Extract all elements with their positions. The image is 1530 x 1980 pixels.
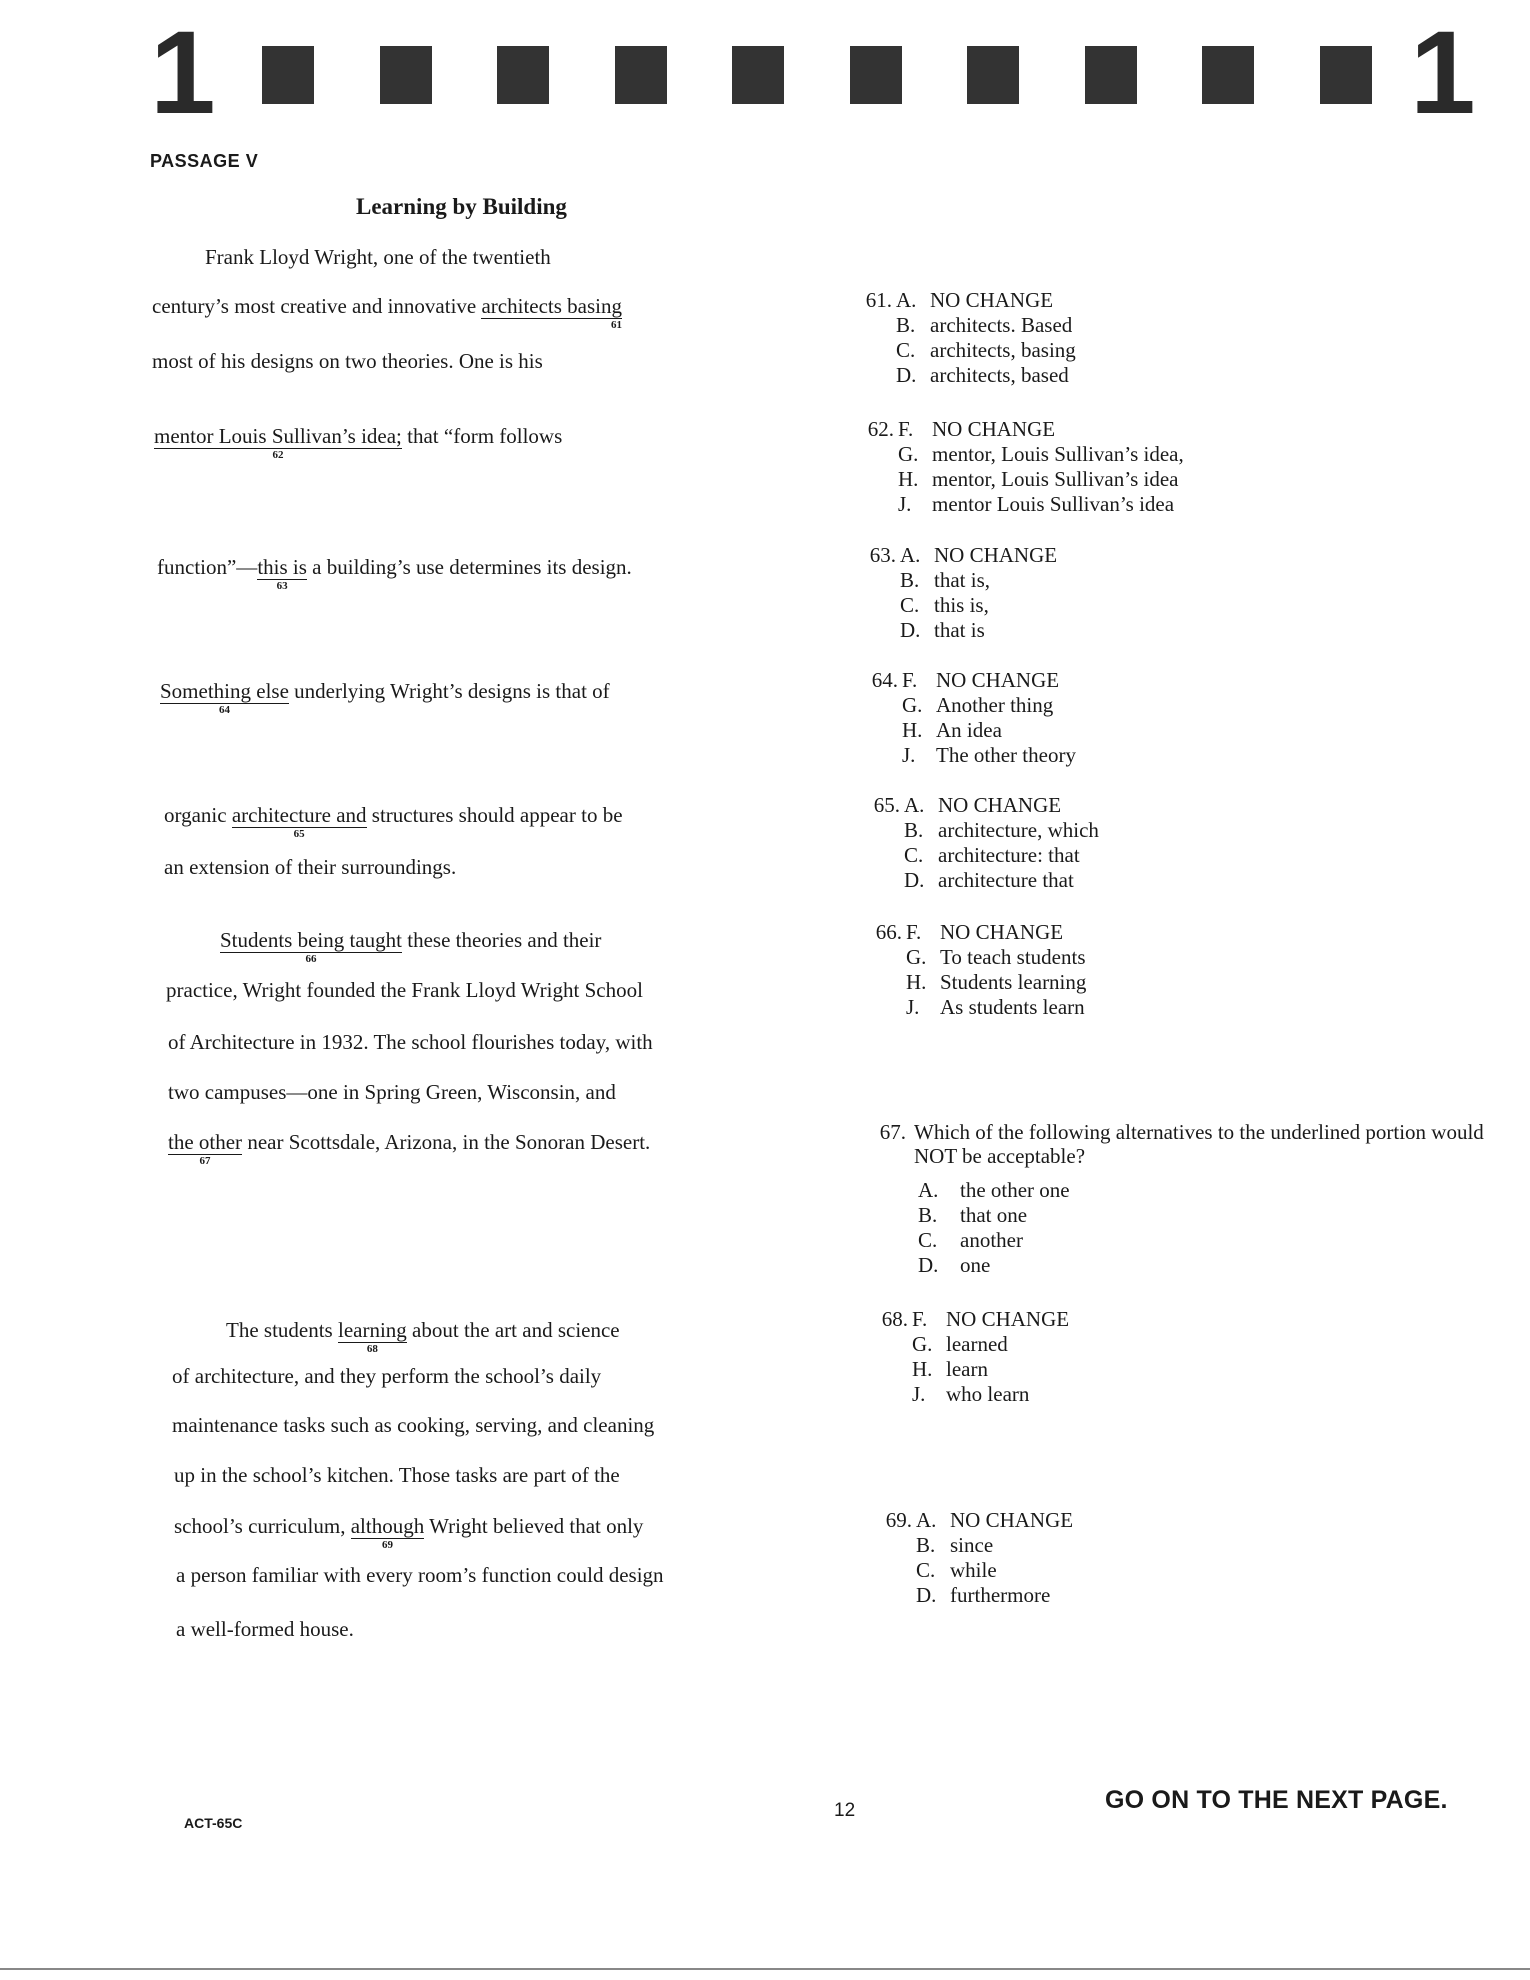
- option-text[interactable]: architecture, which: [938, 818, 1099, 842]
- option-text[interactable]: Students learning: [940, 970, 1087, 994]
- option-text[interactable]: one: [960, 1253, 991, 1277]
- option-letter[interactable]: D.: [904, 868, 925, 892]
- question-ref-number: 65: [293, 828, 305, 841]
- header-block-row: [262, 46, 1372, 104]
- option-letter[interactable]: A.: [918, 1178, 939, 1202]
- question-number: 69.: [885, 1508, 912, 1532]
- option-text[interactable]: that is,: [934, 568, 990, 592]
- header-block: [732, 46, 784, 104]
- option-letter[interactable]: H.: [912, 1357, 933, 1381]
- question-number: 63.: [869, 543, 896, 567]
- passage-line: [172, 1413, 654, 1438]
- option-text[interactable]: while: [950, 1558, 997, 1582]
- question-63: [846, 543, 1057, 643]
- question-61: [842, 288, 1076, 388]
- passage-line: [160, 679, 610, 717]
- underlined-portion-64[interactable]: Something else 64: [160, 679, 289, 717]
- question-number: 66.: [875, 920, 902, 944]
- option-text[interactable]: this is,: [934, 593, 989, 617]
- underlined-portion-69[interactable]: although 69: [350, 1514, 425, 1552]
- underlined-portion-62[interactable]: mentor Louis Sullivan’s idea; 62: [154, 424, 402, 462]
- header-block: [967, 46, 1019, 104]
- header-block: [497, 46, 549, 104]
- passage-line: [174, 1463, 620, 1488]
- option-letter[interactable]: B.: [916, 1533, 936, 1557]
- question-stem: Which of the following alternatives to the underlined portion would NOT be acceptable?: [914, 1120, 1484, 1168]
- underlined-portion-61[interactable]: architects basing 61: [481, 294, 623, 332]
- option-text[interactable]: NO CHANGE: [930, 288, 1054, 312]
- line-text: underlying Wright’s designs is that of: [288, 679, 610, 703]
- option-text[interactable]: the other one: [960, 1178, 1070, 1202]
- option-letter[interactable]: H.: [898, 467, 919, 491]
- line-text: function”—: [157, 555, 258, 579]
- underlined-portion-68[interactable]: learning 68: [337, 1318, 407, 1356]
- passage-line: [176, 1563, 664, 1588]
- option-letter[interactable]: J.: [912, 1382, 926, 1406]
- option-text[interactable]: NO CHANGE: [932, 417, 1056, 441]
- line-text: most of his designs on two theories. One is his: [152, 349, 543, 373]
- bottom-edge-rule: [0, 1968, 1530, 1970]
- line-text: up in the school’s kitchen. Those tasks are part of the: [174, 1463, 620, 1487]
- option-text[interactable]: architects, basing: [930, 338, 1076, 362]
- header-block: [850, 46, 902, 104]
- question-66: [852, 920, 1086, 1020]
- header-block: [1085, 46, 1137, 104]
- section-number-left: 1: [150, 7, 216, 139]
- option-letter[interactable]: C.: [918, 1228, 938, 1252]
- line-text: two campuses—one in Spring Green, Wisconsin, and: [168, 1080, 616, 1104]
- line-text: of architecture, and they perform the school’s daily: [172, 1364, 602, 1388]
- underlined-portion-65[interactable]: architecture and 65: [231, 803, 367, 841]
- option-letter[interactable]: D.: [916, 1583, 937, 1607]
- option-text[interactable]: architecture that: [938, 868, 1074, 892]
- passage-line: [205, 245, 551, 270]
- option-letter[interactable]: B.: [918, 1203, 938, 1227]
- question-ref-number: 63: [276, 580, 288, 593]
- option-text[interactable]: NO CHANGE: [934, 543, 1058, 567]
- question-number: 61.: [865, 288, 892, 312]
- option-letter[interactable]: J.: [898, 492, 912, 516]
- option-letter[interactable]: H.: [906, 970, 927, 994]
- option-text[interactable]: The other theory: [936, 743, 1076, 767]
- option-letter[interactable]: D.: [918, 1253, 939, 1277]
- question-number: 62.: [867, 417, 894, 441]
- passage-line: [176, 1617, 354, 1642]
- passage-line: [168, 1030, 653, 1055]
- option-text[interactable]: who learn: [946, 1382, 1030, 1406]
- option-letter[interactable]: F.: [906, 920, 922, 944]
- option-letter[interactable]: B.: [900, 568, 920, 592]
- option-letter[interactable]: C.: [904, 843, 924, 867]
- option-text[interactable]: architects. Based: [930, 313, 1073, 337]
- question-64: [848, 668, 1076, 768]
- option-text[interactable]: since: [950, 1533, 994, 1557]
- option-letter[interactable]: A.: [896, 288, 917, 312]
- line-text: a person familiar with every room’s function could design: [176, 1563, 664, 1587]
- option-letter[interactable]: B.: [904, 818, 924, 842]
- question-ref-number: 66: [305, 953, 317, 966]
- option-text[interactable]: NO CHANGE: [936, 668, 1060, 692]
- option-text[interactable]: mentor, Louis Sullivan’s idea: [932, 467, 1179, 491]
- passage-line: [226, 1318, 620, 1356]
- line-text: Wright believed that only: [424, 1514, 644, 1538]
- option-letter[interactable]: A.: [904, 793, 925, 817]
- option-letter[interactable]: A.: [900, 543, 921, 567]
- passage-title: Learning by Building: [356, 194, 567, 219]
- question-ref-number: 61: [611, 319, 623, 332]
- option-text[interactable]: An idea: [936, 718, 1002, 742]
- passage-line: [220, 928, 602, 966]
- passage-line: [164, 803, 623, 841]
- option-text[interactable]: furthermore: [950, 1583, 1051, 1607]
- line-text: school’s curriculum,: [174, 1514, 351, 1538]
- form-code: ACT-65C: [184, 1815, 243, 1831]
- line-text: near Scottsdale, Arizona, in the Sonoran Desert.: [242, 1130, 651, 1154]
- question-ref-number: 68: [366, 1343, 378, 1356]
- question-number: 68.: [881, 1307, 908, 1331]
- line-text: about the art and science: [406, 1318, 620, 1342]
- underlined-portion-67[interactable]: the other 67: [168, 1130, 243, 1168]
- line-text: that “form follows: [401, 424, 563, 448]
- question-65: [850, 793, 1099, 893]
- option-text[interactable]: As students learn: [940, 995, 1085, 1019]
- question-ref-number: 64: [218, 704, 230, 717]
- option-letter[interactable]: C.: [900, 593, 920, 617]
- header-block: [1320, 46, 1372, 104]
- option-text[interactable]: another: [960, 1228, 1023, 1252]
- question-ref-number: 69: [381, 1539, 393, 1552]
- option-text[interactable]: To teach students: [940, 945, 1086, 969]
- line-text: a well-formed house.: [176, 1617, 354, 1641]
- option-text[interactable]: learn: [946, 1357, 988, 1381]
- question-69: [862, 1508, 1073, 1608]
- page-number: 12: [834, 1800, 856, 1821]
- header-block: [262, 46, 314, 104]
- go-on-next-page: GO ON TO THE NEXT PAGE.: [1105, 1786, 1448, 1814]
- option-letter[interactable]: G.: [906, 945, 927, 969]
- line-text: practice, Wright founded the Frank Lloyd Wright School: [166, 978, 643, 1002]
- question-number: 65.: [873, 793, 900, 817]
- option-letter[interactable]: J.: [906, 995, 920, 1019]
- option-text[interactable]: architects, based: [930, 363, 1069, 387]
- passage-line: [168, 1130, 651, 1168]
- option-text[interactable]: Another thing: [936, 693, 1054, 717]
- line-text: a building’s use determines its design.: [306, 555, 632, 579]
- option-letter[interactable]: B.: [896, 313, 916, 337]
- option-letter[interactable]: D.: [896, 363, 917, 387]
- passage-line: [152, 349, 543, 374]
- passage-line: [166, 978, 643, 1003]
- question-68: [858, 1307, 1069, 1407]
- question-67: [856, 1120, 1504, 1278]
- option-letter[interactable]: F.: [902, 668, 918, 692]
- line-text: century’s most creative and innovative: [152, 294, 482, 318]
- option-text[interactable]: that one: [960, 1203, 1028, 1227]
- option-letter[interactable]: D.: [900, 618, 921, 642]
- line-text: The students: [226, 1318, 338, 1342]
- passage-line: [168, 1080, 616, 1105]
- option-letter[interactable]: C.: [916, 1558, 936, 1582]
- underlined-portion-63[interactable]: this is 63: [257, 555, 307, 593]
- line-text: organic: [164, 803, 232, 827]
- line-text: an extension of their surroundings.: [164, 855, 457, 879]
- question-number: 64.: [871, 668, 898, 692]
- option-letter[interactable]: C.: [896, 338, 916, 362]
- option-letter[interactable]: G.: [902, 693, 923, 717]
- question-ref-number: 67: [199, 1155, 211, 1168]
- passage-label: PASSAGE V: [150, 151, 259, 171]
- option-text[interactable]: mentor, Louis Sullivan’s idea,: [932, 442, 1184, 466]
- option-text[interactable]: mentor Louis Sullivan’s idea: [932, 492, 1175, 516]
- option-letter[interactable]: F.: [912, 1307, 928, 1331]
- passage-line: [172, 1364, 601, 1389]
- line-text: Frank Lloyd Wright, one of the twentieth: [205, 245, 551, 269]
- underlined-portion-66[interactable]: Students being taught 66: [220, 928, 402, 966]
- option-text[interactable]: architecture: that: [938, 843, 1080, 867]
- line-text: these theories and their: [402, 928, 602, 952]
- header-block: [615, 46, 667, 104]
- line-text: maintenance tasks such as cooking, serving, and cleaning: [172, 1413, 655, 1437]
- option-text[interactable]: NO CHANGE: [950, 1508, 1074, 1532]
- line-text: structures should appear to be: [366, 803, 623, 827]
- option-letter[interactable]: H.: [902, 718, 923, 742]
- option-text[interactable]: that is: [934, 618, 985, 642]
- option-letter[interactable]: F.: [898, 417, 914, 441]
- option-text[interactable]: learned: [946, 1332, 1008, 1356]
- header-block: [380, 46, 432, 104]
- question-number: 67.: [879, 1120, 906, 1144]
- option-letter[interactable]: G.: [898, 442, 919, 466]
- passage-line: [157, 555, 632, 593]
- passage-line: [174, 1514, 644, 1552]
- header-block: [1202, 46, 1254, 104]
- passage-line: [154, 424, 563, 462]
- option-text[interactable]: NO CHANGE: [938, 793, 1062, 817]
- line-text: of Architecture in 1932. The school flourishes today, with: [168, 1030, 653, 1054]
- option-letter[interactable]: J.: [902, 743, 916, 767]
- option-letter[interactable]: A.: [916, 1508, 937, 1532]
- passage-line: [152, 294, 623, 332]
- question-62: [844, 417, 1184, 517]
- option-letter[interactable]: G.: [912, 1332, 933, 1356]
- question-ref-number: 62: [272, 449, 284, 462]
- option-text[interactable]: NO CHANGE: [946, 1307, 1070, 1331]
- option-text[interactable]: NO CHANGE: [940, 920, 1064, 944]
- passage-line: [164, 855, 456, 880]
- section-number-right: 1: [1410, 7, 1476, 139]
